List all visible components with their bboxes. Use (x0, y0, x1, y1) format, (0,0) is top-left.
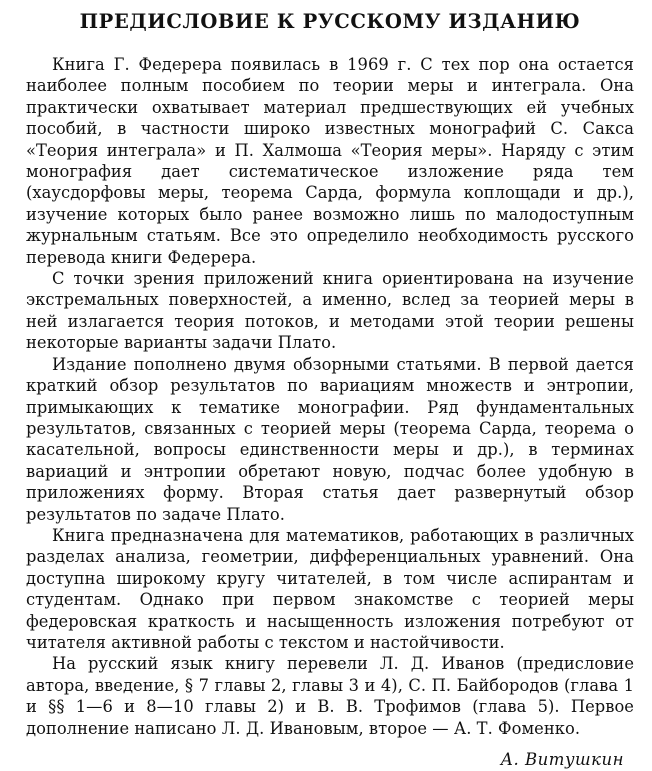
page-title: ПРЕДИСЛОВИЕ К РУССКОМУ ИЗДАНИЮ (79, 10, 581, 33)
signature: А. Витушкин (500, 750, 624, 769)
paragraph-1: Книга Г. Федерера появилась в 1969 г. С тех пор она остается наиболее полным пособием по теории меры и интеграла. Она практически охватывает материал предшествующих ей учебных пособий, в частности широко известных монографий С. Сакса «Теория интеграла» и П. Халмоша «Теория меры». Наряду с этим монография дает систематическое изложение ряда тем (хаусдорфовы меры, теорема Сарда, формула коплощади и др.), изучение которых было ранее возможно лишь по малодоступным журнальным статьям. Все это определило необходимость русского перевода книги Федерера. (26, 55, 634, 267)
paragraph-2: С точки зрения приложений книга ориентирована на изучение экстремальных поверхностей, а именно, вслед за теорией меры в ней излагается теория потоков, и методами этой теории решены некоторые варианты задачи Плато. (26, 269, 634, 353)
paragraph-3: Издание пополнено двумя обзорными статьями. В первой дается краткий обзор результатов по вариациям множеств и энтропии, примыкающих к тематике монографии. Ряд фундаментальных результатов, связанных с теорией меры (теорема Сарда, теорема о касательной, вопросы единственности меры и др.), в терминах вариаций и энтропии обретают новую, подчас более удобную в приложениях форму. Вторая статья дает развернутый обзор результатов по задаче Плато. (26, 354, 634, 524)
document-page (26, 10, 634, 771)
paragraph-5: На русский язык книгу перевели Л. Д. Иванов (предисловие автора, введение, § 7 главы 2, главы 3 и 4), С. П. Байбородов (глава 1 и §§ 1—6 и 8—10 главы 2) и В. В. Трофимов (глава 5). Первое дополнение написано Л. Д. Ивановым, второе — А. Т. Фоменко. (26, 654, 634, 738)
paragraph-4: Книга предназначена для математиков, работающих в различных разделах анализа, геометрии, дифференциальных уравнений. Она доступна широкому кругу читателей, в том числе аспирантам и студентам. Однако при первом знакомстве с теорией меры федеровская краткость и насыщенность изложения потребуют от читателя активной работы с текстом и настойчивости. (26, 525, 634, 652)
